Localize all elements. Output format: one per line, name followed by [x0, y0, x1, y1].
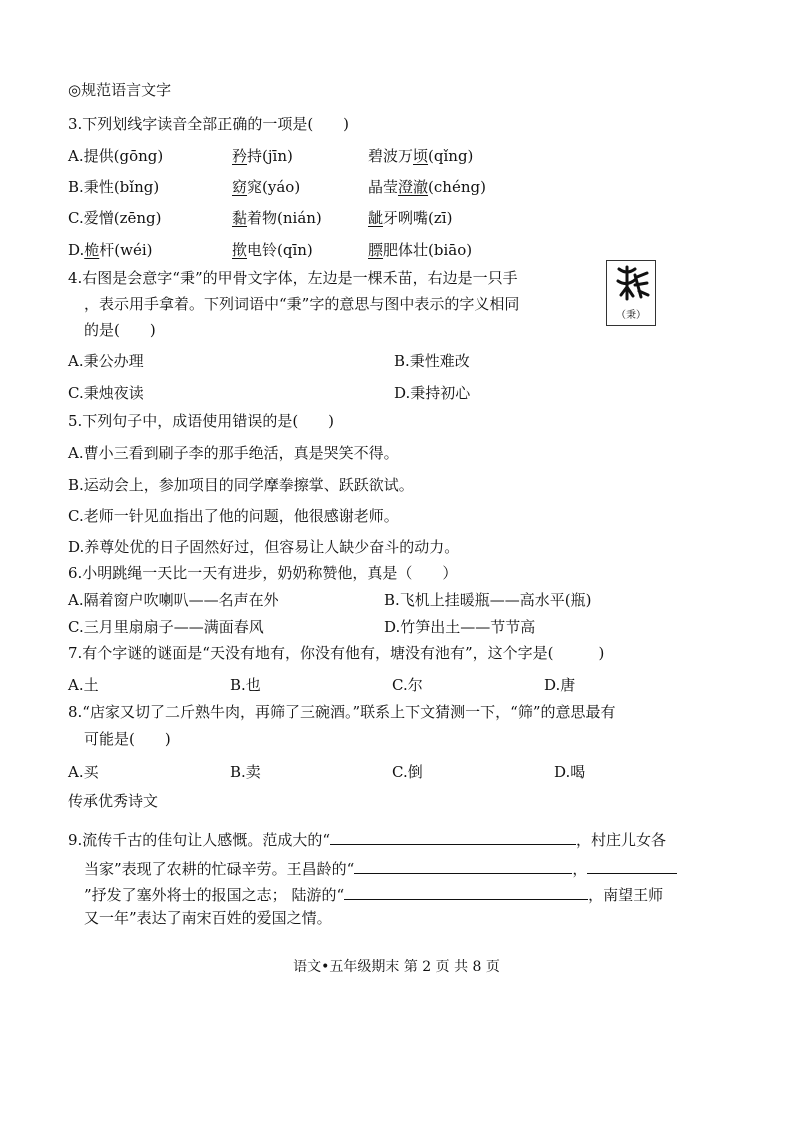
question-4-option-d: D.秉持初心 — [394, 384, 471, 402]
oracle-figure-caption: （秉） — [616, 310, 646, 321]
question-6-option-a: A.隔着窗户吹喇叭——名声在外 — [68, 591, 279, 609]
answer-blank-1[interactable] — [330, 828, 576, 845]
question-8-option-a: A.买 — [68, 763, 99, 781]
question-4-option-b: B.秉性难改 — [394, 352, 470, 370]
page-footer: 语文•五年级期末 第 2 页 共 8 页 — [293, 959, 500, 975]
question-4-option-c: C.秉烛夜读 — [68, 384, 144, 402]
question-7-option-a: A.土 — [68, 676, 99, 694]
question-4-line-3: 的是( ) — [84, 321, 156, 339]
question-6-option-c: C.三月里扇扇子——满面春风 — [68, 618, 264, 636]
question-5-option-b: B.运动会上，参加项目的同学摩拳擦掌、跃跃欲试。 — [68, 476, 414, 494]
question-9-line-4: 又一年”表达了南宋百姓的爱国之情。 — [84, 909, 332, 927]
question-5-option-d: D.养尊处优的日子固然好过，但容易让人缺少奋斗的动力。 — [68, 538, 460, 556]
oracle-bone-figure — [606, 260, 656, 326]
answer-blank-4[interactable] — [344, 883, 588, 900]
question-8-option-b: B.卖 — [230, 763, 261, 781]
question-6-option-d: D.竹笋出土——节节高 — [384, 618, 536, 636]
question-9-line-1: 9.流传千古的佳句让人感慨。范成大的“ ，村庄儿女各 — [68, 828, 666, 850]
question-8-option-d: D.喝 — [554, 763, 586, 781]
answer-blank-3[interactable] — [587, 857, 677, 874]
question-5-option-a: A.曹小三看到刷子李的那手绝活，真是哭笑不得。 — [68, 444, 399, 462]
section-heading-language: ◎规范语言文字 — [68, 81, 172, 99]
question-7-option-d: D.唐 — [544, 676, 576, 694]
question-8-line-2: 可能是( ) — [84, 730, 171, 748]
question-5-option-c: C.老师一针见血指出了他的问题，他很感谢老师。 — [68, 507, 399, 525]
question-8-line-1: 8.“店家又切了二斤熟牛肉，再筛了三碗酒。”联系上下文猜测一下，“筛”的意思最有 — [68, 703, 616, 721]
question-8-option-c: C.倒 — [392, 763, 423, 781]
oracle-bone-bing-glyph-icon — [613, 263, 651, 303]
answer-blank-2[interactable] — [354, 857, 572, 874]
question-6-stem: 6.小明跳绳一天比一天有进步，奶奶称赞他，真是（ ） — [68, 564, 458, 582]
question-5-stem: 5.下列句子中，成语使用错误的是( ) — [68, 412, 335, 430]
question-4-line-2: ，表示用手拿着。下列词语中“秉”字的意思与图中表示的字义相同 — [84, 295, 520, 313]
question-7-option-b: B.也 — [230, 676, 261, 694]
question-6-option-b: B.飞机上挂暖瓶——高水平(瓶) — [384, 591, 592, 609]
question-9-line-3: ”抒发了塞外将士的报国之志； 陆游的“ ，南望王师 — [84, 883, 663, 905]
question-3-stem: 3.下列划线字读音全部正确的一项是( ) — [68, 115, 350, 133]
question-4-line-1: 4.右图是会意字“秉”的甲骨文字体，左边是一棵禾苗，右边是一只手 — [68, 269, 518, 287]
section-heading-poetry: 传承优秀诗文 — [68, 792, 159, 810]
exam-page: ◎规范语言文字 3.下列划线字读音全部正确的一项是( ) A.提供(gōng) 矜持(jīn) 碧波万顷(qǐng) B.秉性(bǐng) 窈窕(yáo) 晶莹澄澈(chéng) C.爱憎(zēng) 黏着物(nián) 龇牙咧嘴(zī) D.桅杆(wéi) 揿电铃(qīn) 膘肥体壮(biāo) 4.右图是会意字“秉”的甲骨文字体，左边是一棵禾苗，右边是一只手 ，表示用手拿着。下列词语中“秉”字的意思与图中表示的字义相同 的是( ) （秉） A.秉公办理 B.秉性难改 C.秉烛夜读 D.秉持初心 5.下列句子中，成语使用错误的是( ) A.曹小三看到刷子李的那手绝活，真是哭笑不得。 B.运动会上，参加项目的同学摩拳擦掌、跃跃欲试。 C.老师一针见血指出了他的问题，他很感谢老师。 D.养尊处优的日子固然好过，但容易让人缺少奋斗的动力。 6.小明跳绳一天比一天有进步，奶奶称赞他，真是（ ） A.隔着窗户吹喇叭——名声在外 B.飞机上挂暖瓶——高水平(瓶) C.三月里扇扇子——满面春风 D.竹笋出土——节节高 7.有个字谜的谜面是“天没有地有，你没有他有，塘没有池有”，这个字是( ) A.土 B.也 C.尔 D.唐 8.“店家又切了二斤熟牛肉，再筛了三碗酒。”联系上下文猜测一下，“筛”的意思最有 可能是( ) A.买 B.卖 C.倒 D.喝 传承优秀诗文 9.流传千古的佳句让人感慨。范成大的“ ，村庄儿女各 当家”表现了农耕的忙碌辛劳。王昌龄的“ ， ”抒发了塞外将士的报国之志； 陆游的“ ，南望王师 又一年”表达了南宋百姓的爱国之情。 语文•五年级期末 第 2 页 共 8 页 — [0, 0, 793, 1121]
question-9-line-2: 当家”表现了农耕的忙碌辛劳。王昌龄的“ ， — [84, 857, 677, 879]
question-7-stem: 7.有个字谜的谜面是“天没有地有，你没有他有，塘没有池有”，这个字是( ) — [68, 644, 605, 662]
question-4-option-a: A.秉公办理 — [68, 352, 144, 370]
question-7-option-c: C.尔 — [392, 676, 423, 694]
